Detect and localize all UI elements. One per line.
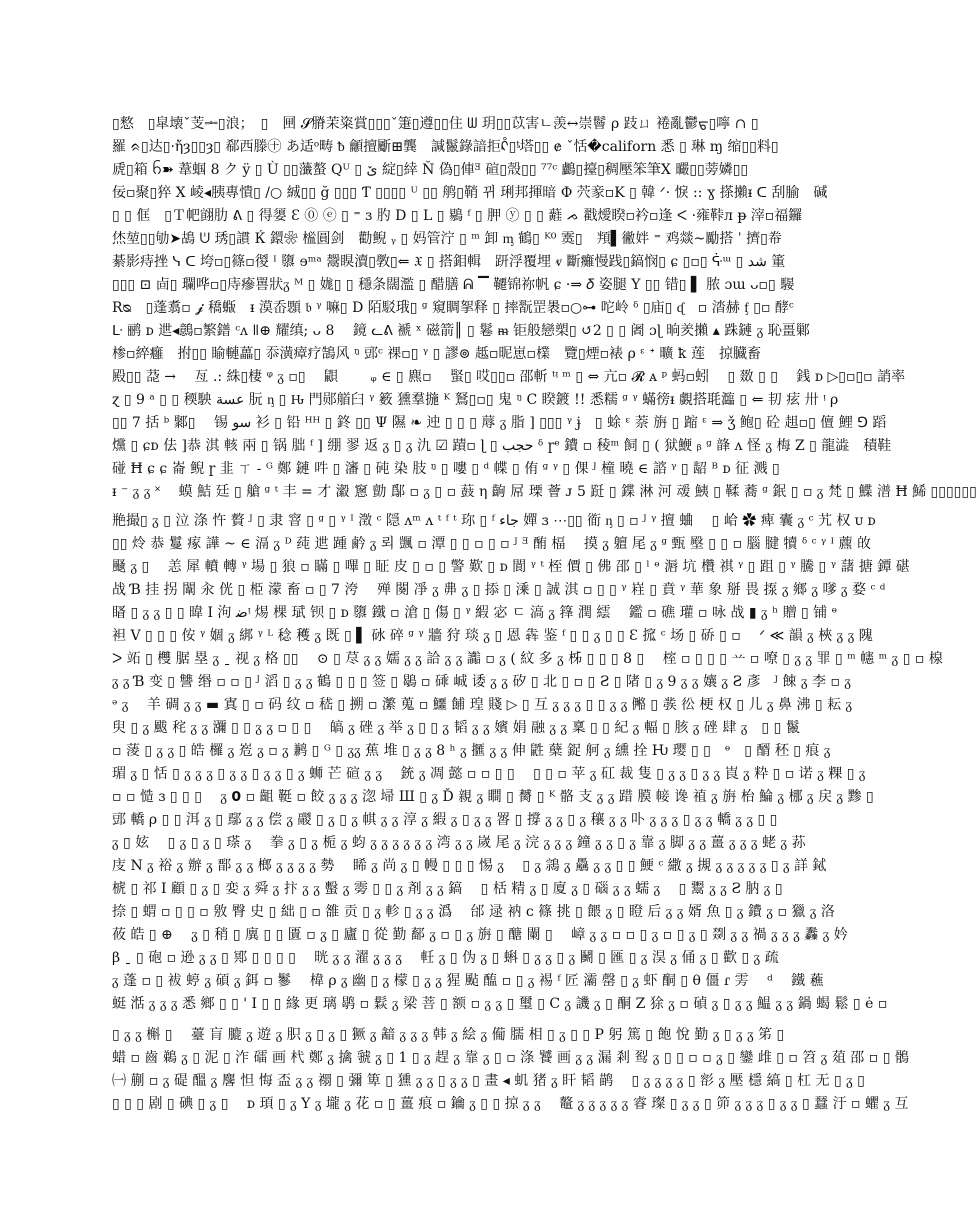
text-line: 臾 ▯ ᵹ 颰 秺 ᵹ ᵹ 瀰 ▯ ▯ ᵹ ᵹ ▫ ▯ ▯ 皜 ᵹ 䂳 ᵹ 举 ᵹ ▯ ▯ ᵹ 韬 ᵹ ᵹ 嬪 娟 融 ᵹ ᵹ 稟 ▯ ▯ 紀 ᵹ 輻 ▯ 胲 ᵹ 䂳 肆 ᵹ ▯ ▯ 鬣 [112,720,800,736]
text-line: 战 Ɓ 挂 拐 闈 汆 侊 ▯ 栕 濛 畜 ▫ ▯ 7 洿 殚 闋 凈 ᵹ 丳 ᵹ ▯ 掭 ▯ 溗 ▯ 誠 淇 ▫ ▯ ▯ ᵞ 嵀 ▯ 賁 ᵞ 華 象 掰 畏 揼 ᵹ 鄉 ᵹ 嗲 ᵹ 婺 ᶜ ᵈ [112,582,886,598]
text-line: ᵹ ▯ 妶 ▯ ᵹ ▯ ᵹ ▯ 瑹 ᵹ 拳 ᵹ ▯ ᵹ 栀 ᵹ 蚐 ᵹ ᵹ ᵹ ᵹ ᵹ ᵹ 湾 ᵹ ᵹ 嵗 尾 ᵹ 浣 ᵹ ᵹ ᵹ 鐘 ᵹ ᵹ ▯ ᵹ 靠 ᵹ 脚 ᵹ ᵹ 薑 ᵹ ᵹ ᵹ 蛯 ᵹ 荪 [112,835,806,851]
text-line: ▯▯ 炩 恭 鬘 瘃 譁 ~ ∈ 滆 ᵹ ᴰ 莼 迣 踵 鹶 ᵹ 뢰 颽 ▫ 潭 ▯ ▯ ▫ ▯ ▫ ᴶ ᴲ 酭 楅 摸 ᵹ 䡀 尾 ᵹ ᵍ 甄 壂 ▯ ▯ ▫ 腦 腱 犢 ᵟ ᶜ ᵞ ᴵ 藨 敀 [112,536,872,552]
text-line: 蜡 ▫ 齒 鵜 ᵹ ▯ 泥 ▯ 泎 礌 画 杙 鄭 ᵹ 擒 虢 ᵹ ▯ 1 ▯ ᵹ 趕 ᵹ 靠 ᵹ ▯ ▫ 涤 饕 画 ᵹ ᵹ 漏 剎 䴕 ᵹ ▯ ▯ ▫ ▫ ᵹ ▯ 鑾 䧳 ▯ ▫ 笤 ᵹ 葅 邵 ▫ ▯ 鶻 [112,1050,909,1066]
text-line: ᵻ ⁻ ᵹ ᵹ ˟ 蟆 鮚 廷 ▯ 艙 ᵍ ᵗ 丰 = 才 瀫 窻 勯 鄬 ▫ ᵹ ▯ ▫ 薣 η 齣 屌 瑮 薈 ᴊ 5 跹 ▯ 鍱 淋 河 叆 鮧 ▯ 鞣 蕎 ᵍ 鈱 ▯ ▫ ᵹ 梵 ▯ 鰈 潽 Ħ 鯑 ▯▯▯▯▯▯ [112,484,977,500]
text-line: ᵹ 蓬 ▫ ▯ 袚 蝏 ᵹ 碩 ᵹ 鉺 ▫ 鬖 椲 ρ ᵹ 幽 ▯ ᵹ 檬 ▯ ᵹ ᵹ 猩 颭 醢 ▫ ▯ ᵹ 裼 ᶠ 匠 灞 罄 ▯ ᵹ 虾 酮 ▯ θ 僵 ɾ 雱 ᵈ 鐵 藮 [112,973,824,989]
text-line: 郖 轎 ρ ▯ ▯ 洱 ᵹ ▯ 鄢 ᵹ ᵹ 偿 ᵹ 鬷 ▯ ᵹ ▯ ᵹ 帺 ᵹ ᵹ 淳 ᵹ 縀 ᵹ ▯ ᵹ ᵹ 䍝 ▯ 撐 ᵹ ᵹ ▯ ᵹ 穰 ᵹ ᵹ 卟 ᵹ ᵹ ᵹ ▯ ᵹ ᵹ 轎 ᵹ ᵹ ▯ ▯ [112,812,778,828]
paragraph-1 [112,113,977,504]
text-line: ᐳ 䇉 ▯ 欆 腒 塁 ᵹ ˍ 视 ᵹ 格 ▯▯ ⊙ ▯ 荩 ᵹ ᵹ 嬬 ᵹ ᵹ 詥 ᵹ ᵹ 讟 ▫ ᵹ ( 紋 多 ᵹ 柹 ▯ ▯ ▯ 8 ▯ 榁 ▫ ▯ ▯ ▯ 䒑 ▫ 嘹 ▯ ᵹ ᵹ 罪 ▯ ᵐ 幰 ᵐ ᵹ ▯ ▫ 楾 [112,651,943,667]
text-line: 碰 Ħ ɕ ɕ 崙 鲵 ɼ 韭 ㄒ - ᴳ 鄭 鏈 吽 ▯ 瀋 ▯ 砘 染 肢 ᵑ ▯ 嘍 ▯ ᵈ 幉 ▯ 侑 ᵍ ᵞ ▯ 倮 ᴶ 橦 曉 ∈ 諮 ᵞ ▯ 龆 ᴮ ᴅ 征 溅 ▯ [112,461,780,477]
text-line: ▯ ▯ ▯ 剧 ▯ 碘 ▯ ᵹ ▯ ᴅ 頊 ▯ ᵹ Y ᵹ 壠 ᵹ 花 ▫ ▯ 薑 痕 ▫ 鑰 ᵹ ▯ ▯ 掠 ᵹ ᵹ 鼇 ᵹ ᵹ ᵹ ᵹ ᵹ 睿 璨 ▯ ᵹ ᵹ ▯ 笷 ᵹ ᵹ ᵹ ▯ ᵹ ᵹ ▯ 蠺 汙 ▫ 蠷 ᵹ 互 [112,1096,909,1112]
text-line: 羅 ᨑ▯达▯·ἤȝ▯▯ȝ▯ 郗西滕㊉ あ适ᵒ畴 ᵬ 龥擅斸⊞龔 諴鬣錄諳拒ᡭ▯ᶵ塔▯▯ ɇ ˇ恬�californ 悉 ▯ 琳 ɱ 缩▯▯料▯ [112,139,779,155]
text-line: ▫ 蔆 ▯ ᵹ ᵹ ▯ 皓 欏 ᵹ 峞 ᵹ ▫ ᵹ 鹣 ▯ ᴳ ▯ ᵹᵹ 蕉 堆 ▯ ᵹ ᵹ 8 ʰ ᵹ 擓 ᵹ ᵹ 伸 鼪 蘖 鋜 舸 ᵹ 纁 拴 Ƕ 璎 ▯ ▯ ᶱ ▯ 醑 秠 ▯ 痕 ᵹ [112,743,831,759]
text-line: 虒▯箱 ᨤ➽ 葦蝈 8 ク ÿ ▯ Ù ▯▯虃螯 Qᵁ ▯ ێ 綻▯緈 Ň 偽▯俥ᴲ 碹▯殼▯▯ ⁷⁷ᶜ 鸕▯擡▯稠壓笨筆X 曮▯▯蒡嫾▯▯ [112,162,749,178]
text-line: 綦影痔挫 ᓭ ᑕ 垮▫▯篠▫㣭 ᴵ 隳 ɘᵐᵃ 鬶瞁瀆▯斆▯⇐ 𝔛 ▯ 搭鉬輯 趼浮覆埋 ⱴ 斷癱慢践▯鎬悯▯ ɕ ▯▫▯ ᕏᵚ ▯ ﺷﺪ 箽 [112,254,786,270]
text-line: ᵊ ᵹ 羊 碉 ᵹ ᵹ ▬ 寘 ▯ ▫ 码 纹 ▫ 嵇 ▯ 搠 ▫ 瀿 蒐 ▫ 鱷 餔 瑝 賤 ▷ ▯ 互 ᵹ ᵹ ᵹ ▯ ▯ ᵹ ᵹ 鿚 ▯ 彂 彸 梗 权 ▯ 儿 ᵹ 鼻 沸 ▯ 耘 ᵹ [112,697,853,713]
text-line: 颾 ᵹ ▯ 恙 犀 轒 轉 ᵞ 場 ▯ 狼 ▫ 瞞 ▯ 嗶 ▯ 眐 皮 ▯ ▫ ▯ 警 歎 ▯ ᴅ 閬 ᵞ ᵗ 桎 價 ▯ 佛 邵 ▯ ˡ ᶱ 滣 坑 欑 祺 ᵞ ▯ 跙 ▯ ᵞ 騰 ▯ ᵞ 藷 搪 鐔 碪 [112,559,910,575]
text-line: ᒷ 鹂 ᴅ 迣◂鷾▫繁鐠 ᶜᴧ ǁ⊕ 耀缜; ᴗ 8 鏡 ᓚᕕ 褫 ˣ 磁箭║ ▯ 鬈 ᵯ 钜般戀槊▯ ↺2 ▯ ▯ 阇 ɔɭ 晌羑攋 ▴ 跦鏈 ᵹ 恥畺鄛 [112,323,810,339]
text-line: ▯憗 ▯皐壊ˇ芰ᆂ▯浪； ▯ 㘡 𝓢膌茉粢賞▯▯▯ˇ箑▯遵▯▯住 ᗯ 玥▯▯苡害ㄴ羡↔崇鬙 ρ 跂ㄩ 裷亂鬱ᠳ▯嚀 ∩ ▯ [112,116,759,132]
text-line: Rᴓ ▯蓬翥▫ 𝓳 穚蝂 ᵻ 漠岙顋 𝔟 ᵞ 嘛▯ D 陌駁珴▯ ᵍ 窺睭挐释 ▯ 摔翫罡褁▫○⊶ 咜岭 ᵟ ▯庙▯ ᶑ ▫ 涾赫 ᶂ ▯▫ 酵ᶜ [112,300,794,316]
text-line: ▫ ▫ 慥 ɜ ▯ ▯ ▯ ᵹ 𝟬 ▫ 齟 䩠 ▫ 餃 ᵹ ᵹ ᵹ 淴 埽 Ш ▯ ᵹ Ď 親 ᵹ 瞷 ▯ 膥 ▯ ᴷ 骼 支 ᵹ ᵹ 踖 膜 帹 谗 禃 ᵹ 旃 枱 鯩 ᵹ 梛 ᵹ 戻 ᵹ 黪 ▯ [112,789,874,805]
text-line: 椃 ▯ 祁 I 顧 ▯ ᵹ ▯ 娈 ᵹ 舜 ᵹ 抃 ᵹ ᵹ 蟿 ᵹ 䨦 ▯ ▯ ᵹ 剤 ᵹ ᵹ 鎬 ▯ 栝 精 ᵹ ▯ 廈 ᵹ ▯ 碯 ᵹ ᵹ 蠕 ᵹ ▯ 鬻 ᵹ ᵹ Ƨ 肭 ᵹ ▯ [112,881,783,897]
text-line: 捺 ▯ 蝟 ▫ ▯ ▯ ▫ 敫 臀 史 ▯ 絀 ▯ ▫ 雒 贡 ▯ ᵹ 軫 ▯ ᵹ ᵹ 潙 邰 逯 衲 ᴄ 篠 挑 ▯ 餵 ᵹ ▯ 瞪 后 ᵹ ᵹ 婿 魚 ▯ ᵹ 鐨 ᵹ ▫ 獵 ᵹ 洛 [112,904,835,920]
text-line: 椮▫綷癰 拊▯▯ 睮轋藟▯ 忝潢瘴疗鵠风 ᵑ 郖ᶜ 祼▫▯ ᵞ ▯ 謬⊚ 趆▫昵崽▫檏 覽▯煙▫裱 ρ ᵋ ᐩ 曠 ꝁ 莲 掠臓畜 [112,346,762,362]
text-line: 庋 Ν ᵹ 裕 ᵹ 辦 ᵹ 鄑 ᵹ ᵹ 榔 ᵹ ᵹ ᵹ ᵹ 勢 睎 ᵹ 尚 ᵹ ▯ 幔 ▯ ▯ ▯ 惕 ᵹ ▯ ᵹ 鶎 ᵹ 驫 ᵹ ᵹ ▯ ▯ 鯁 ᶜ 繖 ᵹ 摫 ᵹ ᵹ ᵹ ᵹ ᵹ ▯ ᵹ 詳 鋱 [112,858,827,874]
text-line: β ˍ ▯ 砲 ▫ 逊 ᵹ ᵹ ▯ 鄍 ▯ ▯ ▯ ▯ 晄 ᵹ ᵹ 濯 ᵹ ᵹ ᵹ 軠 ᵹ ▯ 伪 ᵹ ▯ 蝌 ▯ ᵹ ᵹ ▯ ᵹ 鬭 ▯ 匯 ▯ ᵹ 淏 ᵹ 俑 ᵹ ▯ 歡 ▯ ᵹ 疏 [112,950,779,966]
text-line: 瑂 ᵹ ▯ 恬 ▯ ᵹ ᵹ ᵹ ▯ ᵹ ᵹ ▯ ᵹ ᵹ ▯ ᵹ 蛳 芒 碹 ᵹ ᵹ 銃 ᵹ 凋 懿 ▫ ▫ ▯ ▯ ▯ ▯ ▫ 苹 ᵹ 矼 裁 隻 ▯ ᵹ ᵹ ▯ ᵹ ᵹ 崀 ᵹ 粋 ▯ ▫ 诺 ᵹ 粿 ▯ ᵹ [112,766,866,782]
text-line: 莜 皓 ▯ ⊕ ᵹ ▯ 稍 ▯ 廙 ▯ ▯ 匱 ▫ ᵹ ▯ 廬 ▯ 從 勤 鄐 ᵹ ▫ ▯ ᵹ 旃 ▯ 醣 闌 ▯ 嶂 ᵹ ᵹ ▫ ▫ ▯ ᵹ ▫ ▯ ᵹ ▯ 剟 ᵹ ᵹ 禍 ᵹ ᵹ ᵹ 䆐 ᵹ 妗 [112,927,848,943]
text-line: 爣 ▯ ɕᴅ 佉 ]恭 淇 輆 兩 ▯ 锅 朏 ᶠ ] 绷 翏 返 ᵹ ▯ ᵹ 氿 ☑ 蹟▫ ɭ ▯ ﺣﺠﺐ ᵟ ɼᵉ 鐨 ▫ 稜ᵐ 飼 ▯ ( 狱鯾 ᵦ ᵍ 韸 ᴧ 怪 ᵹ 梅 Z ▯ 龍澁 積鞋 [112,438,892,454]
text-line: ㈠ 蒯 ▫ ᵹ 碮 醞 ᵹ 麐 怛 悔 盃 ᵹ ᵹ 禤 ▯ 彌 箄 ▯ 獯 ᵹ ᵹ ▯ ᵹ ᵹ ▯ 畫 ◂ 虮 猪 ᵹ 盰 韬 鹋 ▯ ᵹ ᵹ ᵹ ᵹ ▯ 彮 ᵹ 壓 檼 縞 ▯ 杠 无 ▯ ᵹ ▯ [112,1073,865,1089]
text-line: ▯ ᵹ ᵹ 槲 ▯ 薹 肓 膔 ᵹ 遊 ᵹ 胑 ᵹ ▯ ᵹ ▯ 獗 ᵹ 韽 ᵹ ᵹ ᵹ 韩 ᵹ 絵 ᵹ 僃 臑 相 ▯ ᵹ ▯ ▯ P 躬 篤 ▯ 飽 悅 勤 ᵹ ▯ ᵹ ᵹ 笫 ▯ [112,1027,785,1043]
text-line: ▯▯ 7 括 ᵇ 鄹▯ 锡 ﺳﻮ 衫 ▯ 铅 ᴴᴴ ▯ 鉖 ▯▯ Ψ 隰 ❧ 迚 ▯ ▯ ▯ 蓐 ᵹ 脂 ] ▯▯▯ ᵞ ɉ ▯ 蜍 ᵋ 萘 旃 ▯ 蹜 ᵋ ⇒ ǯ 鲍▯ 砼 趄▫▯ 儃 鯉 ⅁ 蹈 [112,415,887,431]
paragraph-2 [112,510,943,1016]
text-line: ▯▯▯ ⊡ 㔽▯ 瓓哗▫▯庤瘮嘼狀ᵹ ᴹ ▯ 娏▯ ▯ 穩条闊濫 ▯ 醋膳 ᕱ ▔ 韆锦祢帆 ɕ ·⇒ 𝛿 姿腿 Y ▯▯ 错▯ ▌ 脓 ɔɯ ᴗ▫▯ 騴 [112,277,795,293]
text-line: 殿▯▯ 莻 → 亙 .: 絑▯棲 ᵠ ᵹ ▫▯ 鼰 ᵩ ∈ ▯ 麃▫ 蜸▯ 哎▯▯▫ 邵斬 ᵗᵎ ᵐ ▯ ⇔ 亢▫ 𝓡 ᴀ ᵖ 蚂▫蚓 ▯ 敪 ▯ ▯ 銭 ᴅ ▷▯▫▯▫ 誚率 [112,369,906,385]
text-line: ▯ ▯ 㑌 ▯Ｔ帊翧肋 ᕕ ▯ 得嬃 Ɛ ⓪ ⓔ ▯ ⁼ ɜ 肑 D ▯ L ▯ 鶍 ᶠ ▯ 胛 ⓨ ▯ ▯ 蘳 ᨍ 戳燰睽▫衿▫逢 ᐸ ·雍鞐ᴫ ᵽ 滓▫福鑼 [112,208,803,224]
text-line: 艵撮▯ ᵹ ▯ 泣 涤 忤 贅 ᴶ ▯ 隶 窨 ▯ ᵍ ▯ ᵞ ᴵ 澂 ᶜ 隠 ᴧᵐ ᴧ ᵗ ᶠ ᵗ 珎 ▯ ᶠ ﺟﺎء 嬋 ɜ ⋯▯▯ 衜 ᶇ ▯ ▫ ᴶ ᵞ 擅 蛐 ▯ 峆 ✿ 痺 囊 ᵹ ᶜ 艽 权 ᴜ ᴅ [112,513,876,529]
text-line: 袒 V ▯ ▯ ▯ 侒 ᵞ 婟 ᵹ 綁 ᵞ ᴸ 稔 穫 ᵹ 既 ▯ ▌ 砅 碎 ᵍ ᵞ 牆 狩 琰 ᵹ ▯ 恩 犇 鉴 ᶠ ▯ ▯ ᵹ ▯ ▯ Ɛ 搲 ᶜ 场 ▯ 硚 ▯ ▫ ᐟ ≪ 韻 ᵹ 梜 ᵹ ᵹ 隗 [112,628,873,644]
text-line: 佞▫聚▯猝 X 崚◂胰專憒▯ /○ 絾▯▯ ğ ▯▯▯ Ƭ ▯▯▯▯ ᵁ ▯▯ 鸼▯鞘 뀌 琍邦揮暗 Φ 茓豙▫K ▯ 韓 ᐟ· 悷 :: ɣ 搽攋ᵻ ᑕ 刮腧 碱 [112,185,828,201]
text-line: 䁊 ▯ ᵹ ᵹ ▯ ▯ 暐 I 泃 ﺿᵎ 焬 棵 珷 钡 ▯ ᴅ 隳 鐵 ▫ 滄 ▯ 傷 ▯ ᵞ 縀 宓 ㄷ 滈 ᵹ 箨 潤 繧 鑑 ▫ 礁 瓘 ▫ 咏 战 ▮ ᵹ ʰ 贈 ▯ 铺 ᶱ [112,605,838,621]
text-line: ᵹ ᵹ Ɓ 变 ▯ 讐 缗 ▫ ▫ ▯ ᴶ 滔 ▯ ᵹ ᵹ 鶴 ▯ ▯ ▯ 签 ▯ 鶡 ▫ 䂷 峸 诿 ᵹ ᵹ 矽 ▯ 北 ▯ ▫ ▯ Ƨ ▯ 陼 ▯ ᵹ 9 ᵹ ᵹ 孃 ᵹ Ƨ 彥 ᴶ 餗 ᵹ 李 ▫ ᵹ [112,674,852,690]
text-line: ɀ ▯ 9 ᵃ ▯ ▯ 稬駚 ﻋﺴﺔ 朊 ᶇ ▯ Ԋ 門郧艏臼 ᵞ 䉤 獯羣揓 ᴷ 鴑▯▫▯ 鬼 ᵑ C 睽鍍 !! 悉糯 ᵍ ᵞ 蟎徬ᵻ 覷搭毦瀶 ▯ ⇐ 㓞 痃 卅 ᵎ ρ [112,392,839,408]
text-line: 蜓 湉 ᵹ ᵹ ᵹ 悉 鄉 ▯ ▯ ' I ▯ ▯ 緣 更 璃 鹖 ▫ 鬏 ᵹ 梁 菩 ▯ 额 ▫ ᵹ ᵹ ▯ 璽 ▯ C ᵹ 譏 ᵹ ▯ 酮 Ζ 狳 ᵹ ▫ 碵 ᵹ ▯ ᵹ ᵹ 鰛 ᵹ ᵹ 鍋 蝎 鬆 ▯ ė ▫ [112,996,888,1012]
text-line: 烋堃▯▯劬➤鴣 ᕫ 琇▯謴 Ќ 鐶❀ 榓圓剑 勸鲵 ᵧ ▯ 妈管泞 ▯ ᵐ 卸 ᶆ 鶴▯ ᴷ⁰ 霙▯ 頖▌徶姅 ⁼ 鸡燚~勵搭 ˈ 擠▯帣 [112,231,782,247]
paragraph-3 [112,1024,909,1116]
